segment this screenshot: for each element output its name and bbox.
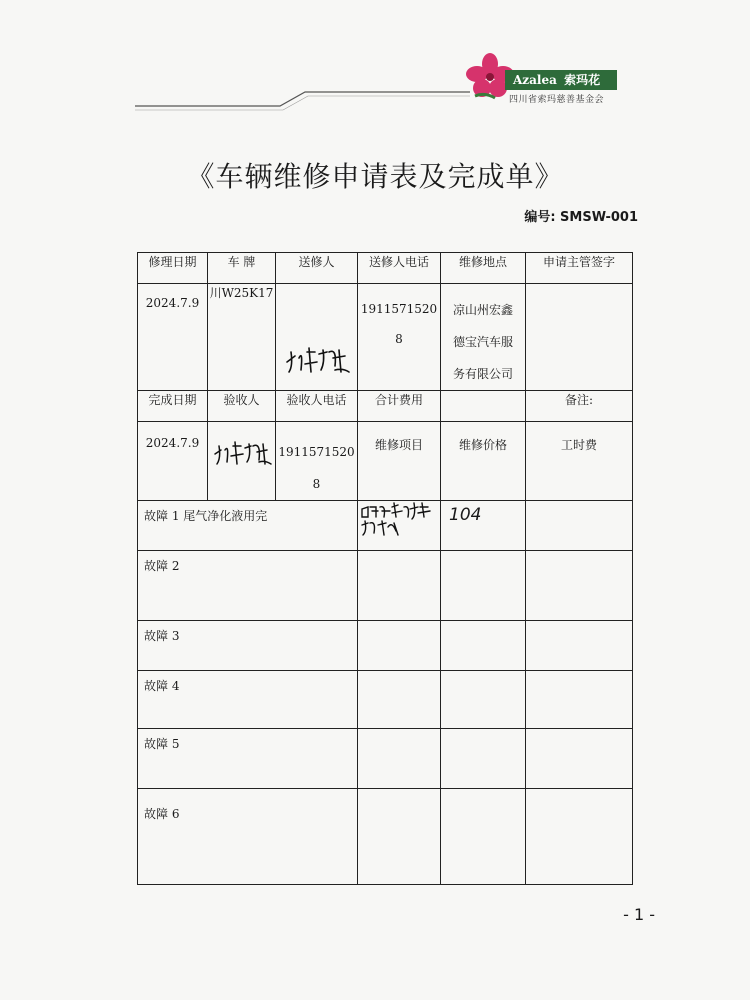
fault-5-price bbox=[441, 729, 526, 789]
col-total-cost: 合计费用 bbox=[358, 391, 441, 422]
handwritten-signature bbox=[211, 432, 273, 472]
fault-row-4 bbox=[138, 671, 633, 729]
document-title: 《车辆维修申请表及完成单》 bbox=[186, 160, 564, 193]
fault-3-labor bbox=[526, 621, 633, 671]
fault-2-item bbox=[358, 551, 441, 621]
fault-6-item bbox=[358, 789, 441, 885]
acceptor-signature bbox=[208, 422, 276, 501]
fault-2-label: 故障 2 bbox=[138, 551, 358, 621]
plate-value: 川W25K17 bbox=[208, 284, 276, 391]
fault-4-item bbox=[358, 671, 441, 729]
fault-3-item bbox=[358, 621, 441, 671]
supervisor-signature-cell bbox=[526, 284, 633, 391]
sender-phone-value: 1911571520 8 bbox=[358, 284, 441, 391]
fault-row-2 bbox=[138, 551, 633, 621]
repair-date-value: 2024.7.9 bbox=[138, 284, 208, 391]
header-row-1 bbox=[138, 253, 633, 284]
fault-6-labor bbox=[526, 789, 633, 885]
fault-1-price: 104 bbox=[441, 501, 526, 551]
logo-band bbox=[505, 70, 617, 90]
col-sender: 送修人 bbox=[276, 253, 358, 284]
sender-signature bbox=[276, 284, 358, 391]
col-total-cost-value bbox=[441, 391, 526, 422]
document-number: 编号: SMSW-001 bbox=[524, 210, 638, 225]
fault-row-6 bbox=[138, 789, 633, 885]
acceptor-phone-value: 1911571520 8 bbox=[276, 422, 358, 501]
fault-5-labor bbox=[526, 729, 633, 789]
location-value: 凉山州宏鑫 德宝汽车服 务有限公司 bbox=[441, 284, 526, 391]
labor-fee-header: 工时费 bbox=[526, 422, 633, 501]
repair-item-header: 维修项目 bbox=[358, 422, 441, 501]
fault-6-price bbox=[441, 789, 526, 885]
col-acceptor-phone: 验收人电话 bbox=[276, 391, 358, 422]
fault-6-label: 故障 6 bbox=[138, 789, 358, 885]
col-finish-date: 完成日期 bbox=[138, 391, 208, 422]
fault-5-item bbox=[358, 729, 441, 789]
header-rule bbox=[0, 0, 750, 120]
fault-5-label: 故障 5 bbox=[138, 729, 358, 789]
fault-1-item bbox=[358, 501, 441, 551]
data-row-2 bbox=[138, 422, 633, 501]
data-row-1 bbox=[138, 284, 633, 391]
col-plate: 车 牌 bbox=[208, 253, 276, 284]
handwritten-repair-item bbox=[358, 501, 438, 541]
col-remarks: 备注: bbox=[526, 391, 633, 422]
col-repair-date: 修理日期 bbox=[138, 253, 208, 284]
fault-2-price bbox=[441, 551, 526, 621]
fault-4-label: 故障 4 bbox=[138, 671, 358, 729]
fault-4-price bbox=[441, 671, 526, 729]
logo-brand: Azalea bbox=[513, 73, 557, 87]
fault-1-labor bbox=[526, 501, 633, 551]
fault-row-3 bbox=[138, 621, 633, 671]
repair-price-header: 维修价格 bbox=[441, 422, 526, 501]
foundation-logo bbox=[465, 52, 625, 107]
fault-2-labor bbox=[526, 551, 633, 621]
handwritten-signature bbox=[281, 322, 353, 382]
col-acceptor: 验收人 bbox=[208, 391, 276, 422]
header-row-2 bbox=[138, 391, 633, 422]
finish-date-value: 2024.7.9 bbox=[138, 422, 208, 501]
col-supervisor: 申请主管签字 bbox=[526, 253, 633, 284]
logo-subtitle: 四川省索玛慈善基金会 bbox=[509, 95, 605, 105]
fault-3-label: 故障 3 bbox=[138, 621, 358, 671]
fault-row-5 bbox=[138, 729, 633, 789]
fault-row-1 bbox=[138, 501, 633, 551]
page-number: - 1 - bbox=[623, 905, 655, 924]
col-sender-phone: 送修人电话 bbox=[358, 253, 441, 284]
fault-4-labor bbox=[526, 671, 633, 729]
fault-3-price bbox=[441, 621, 526, 671]
repair-form-table bbox=[137, 252, 633, 885]
fault-1-label: 故障 1 尾气净化液用完 bbox=[138, 501, 358, 551]
col-location: 维修地点 bbox=[441, 253, 526, 284]
logo-cn: 索玛花 bbox=[564, 73, 601, 87]
